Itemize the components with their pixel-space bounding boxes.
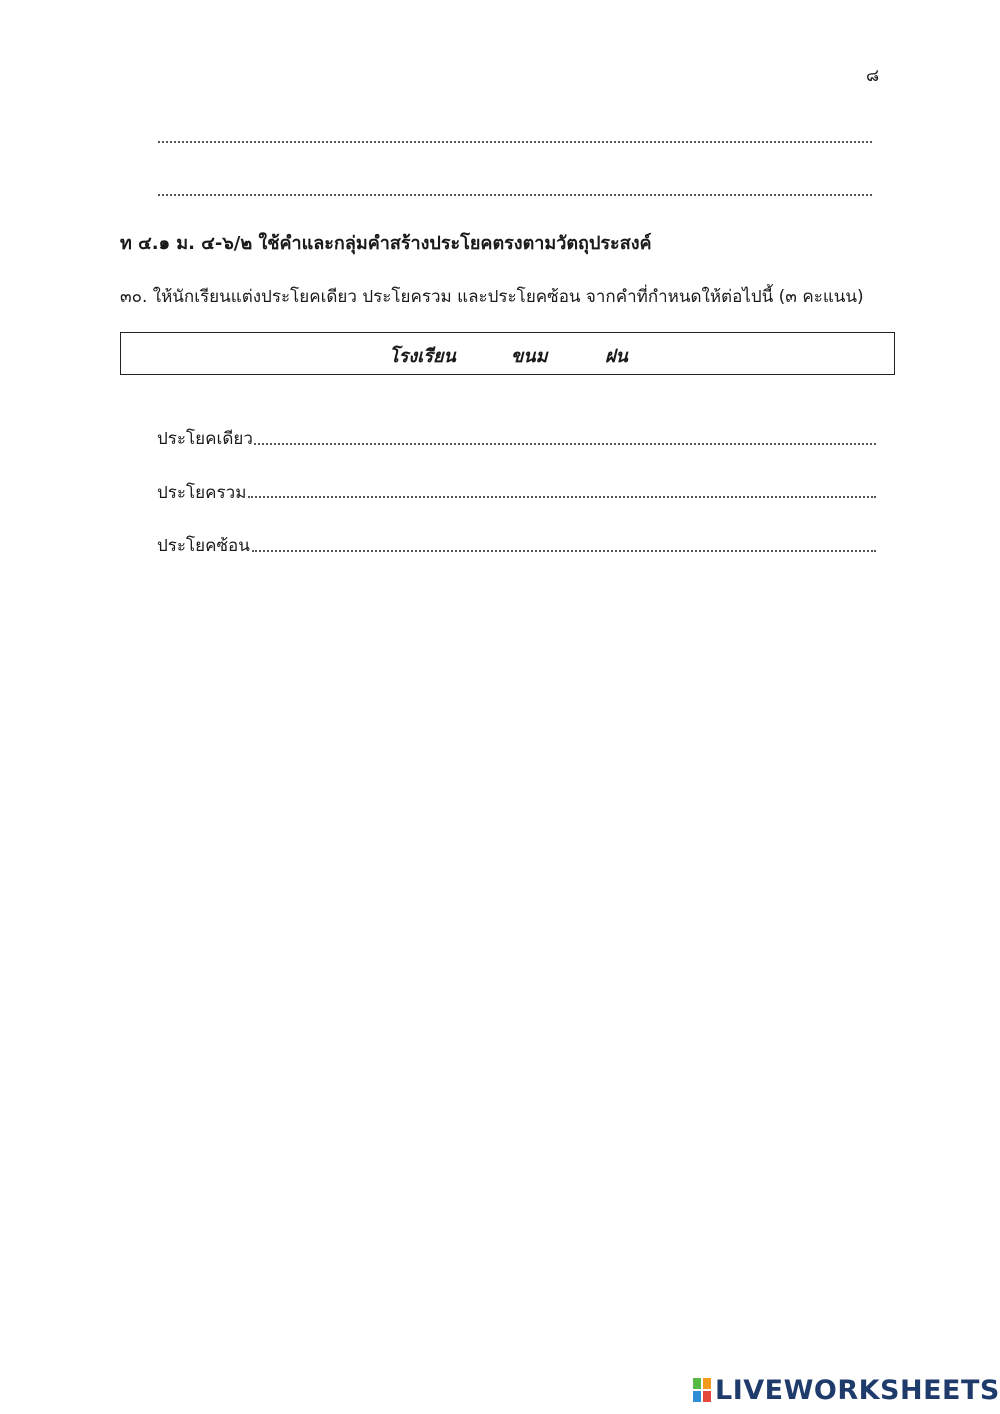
liveworksheets-logo	[692, 1373, 1000, 1407]
page-number: ๘	[866, 66, 880, 86]
question-instruction: ๓๐. ให้นักเรียนแต่งประโยคเดียว ประโยครวม และประโยคซ้อน จากคำที่กำหนดให้ต่อไปนี้ (๓ คะแนน)	[120, 287, 864, 307]
answer-line-previous-2[interactable]	[158, 194, 872, 196]
tile-green	[692, 1377, 702, 1390]
compound-sentence-label: ประโยครวม	[157, 483, 247, 503]
compound-sentence-answer-field[interactable]	[248, 496, 876, 498]
given-word: ขนม	[511, 346, 548, 367]
given-word: โรงเรียน	[389, 346, 456, 367]
given-word: ฝน	[605, 346, 628, 367]
complex-sentence-answer-field[interactable]	[252, 550, 876, 552]
answer-line-previous-1[interactable]	[158, 141, 872, 143]
complex-sentence-label: ประโยคซ้อน	[157, 536, 250, 556]
simple-sentence-answer-field[interactable]	[254, 443, 876, 445]
tile-blue	[692, 1390, 702, 1403]
brand-name: LIVEWORKSHEETS	[715, 1374, 1000, 1406]
liveworksheets-tiles-icon	[692, 1377, 712, 1403]
given-words-box	[120, 332, 895, 375]
tile-red	[702, 1390, 712, 1403]
tile-orange	[702, 1377, 712, 1390]
learning-standard-heading: ท ๔.๑ ม. ๔-๖/๒ ใช้คำและกลุ่มคำสร้างประโยคตรงตามวัตถุประสงค์	[120, 233, 652, 254]
simple-sentence-label: ประโยคเดียว	[157, 429, 253, 449]
